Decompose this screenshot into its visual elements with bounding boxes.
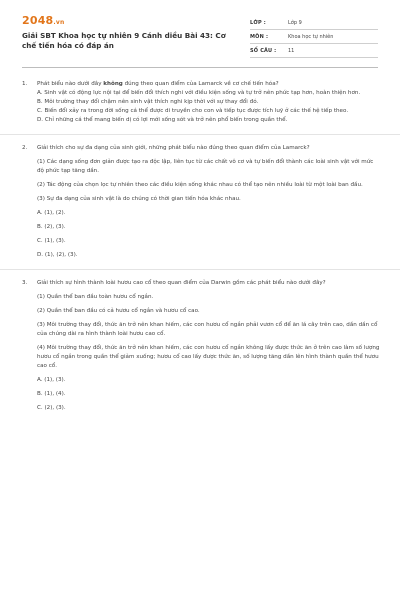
meta-row-subject bbox=[250, 30, 378, 44]
questions bbox=[22, 80, 382, 413]
answer-option[interactable]: D. (1), (2), (3). bbox=[37, 252, 78, 258]
site-logo[interactable]: 2048.vn bbox=[22, 14, 65, 27]
statement: (1) Quần thể ban đầu toàn hươu cổ ngắn. bbox=[37, 294, 154, 300]
answer-option[interactable]: D. Chỉ những cá thể mang biến dị có lợi mới sống sót và trở nên phổ biến trong quần thể. bbox=[37, 117, 288, 123]
question-1 bbox=[22, 80, 382, 125]
answer-option[interactable]: A. (1), (2). bbox=[37, 210, 66, 216]
meta-info bbox=[250, 16, 378, 58]
question-3 bbox=[22, 279, 382, 413]
meta-value: Lớp 9 bbox=[288, 19, 302, 26]
question-separator bbox=[0, 134, 400, 135]
question-separator bbox=[0, 269, 400, 270]
answer-option[interactable]: C. Biến đổi xảy ra trong đời sống cá thể được di truyền cho con và tiếp tục được tích luỹ ở các thế hệ tiếp theo. bbox=[37, 108, 349, 114]
answer-option[interactable]: C. (1), (3). bbox=[37, 238, 66, 244]
answer-option[interactable]: B. Môi trường thay đổi chậm nên sinh vật thích nghi kịp thời với sự thay đổi đó. bbox=[37, 99, 259, 105]
page-header bbox=[0, 0, 400, 64]
question-number: 3. bbox=[22, 280, 28, 286]
answer-option[interactable]: C. (2), (3). bbox=[37, 405, 66, 411]
question-body bbox=[37, 279, 382, 413]
statement: (2) Quần thể ban đầu có cả hươu cổ ngắn và hươu cổ cao. bbox=[37, 308, 200, 314]
meta-label: LỚP : bbox=[250, 19, 266, 26]
statement: (2) Tác động của chọn lọc tự nhiên theo các điều kiện sống khác nhau có thể tạo nên nhiều loài từ một loài ban đầu. bbox=[37, 182, 363, 188]
meta-label: SỐ CÂU : bbox=[250, 47, 277, 54]
answer-option[interactable]: A. (1), (3). bbox=[37, 377, 66, 383]
statement: (3) Sự đa dạng của sinh vật là do chúng có thời gian tiến hóa khác nhau. bbox=[37, 196, 241, 202]
header-divider bbox=[22, 67, 378, 68]
statement: (3) Môi trường thay đổi, thức ăn trở nên khan hiếm, các con hươu cổ ngắn phải vươn cổ để ăn lá cây trên cao, dần dần cổ của chúng dài ra hình thành loài hươu cao cổ. bbox=[37, 322, 378, 337]
question-2 bbox=[22, 144, 382, 260]
question-number: 2. bbox=[22, 145, 28, 151]
question-text: Giải thích cho sự đa dạng của sinh giới, những phát biểu nào đúng theo quan điểm của Lamarck? bbox=[37, 145, 310, 151]
question-body bbox=[37, 80, 382, 125]
answer-option[interactable]: B. (1), (4). bbox=[37, 391, 66, 397]
statement: (1) Các dạng sống đơn giản được tạo ra độc lập, liên tục từ các chất vô cơ và tự biến đổi thành các loài sinh vật với mức độ phức tạp tăng dần. bbox=[37, 159, 374, 174]
answer-option[interactable]: A. Sinh vật có động lực nội tại để biến đổi thích nghi với điều kiện sống và tự trở nên phức tạp hơn, hoàn thiện hơn. bbox=[37, 90, 361, 96]
answer-option[interactable]: B. (2), (3). bbox=[37, 224, 66, 230]
meta-row-class bbox=[250, 16, 378, 30]
question-body bbox=[37, 144, 382, 260]
meta-label: MÔN : bbox=[250, 33, 269, 40]
statement: (4) Môi trường thay đổi, thức ăn trở nên khan hiếm, các con hươu cổ ngắn không lấy được thức ăn ở trên cao làm số lượng hươu cổ ngắn trong quần thể giảm xuống; hươu cổ cao lấy được thức ăn, số lượng tăng dần lên hình thành quần thể hươu cao cổ. bbox=[37, 345, 380, 369]
question-text: Phát biểu nào dưới đây không đúng theo quan điểm của Lamarck về cơ chế tiến hóa? bbox=[37, 81, 279, 87]
meta-value: Khoa học tự nhiên bbox=[288, 33, 334, 40]
question-text: Giải thích sự hình thành loài hươu cao cổ theo quan điểm của Darwin gồm các phát biểu nào dưới đây? bbox=[37, 280, 326, 286]
meta-value: 11 bbox=[288, 47, 295, 54]
meta-row-count bbox=[250, 44, 378, 58]
document-title: Giải SBT Khoa học tự nhiên 9 Cánh diều Bài 43: Cơ chế tiến hóa có đáp án bbox=[22, 31, 226, 50]
question-number: 1. bbox=[22, 81, 28, 87]
